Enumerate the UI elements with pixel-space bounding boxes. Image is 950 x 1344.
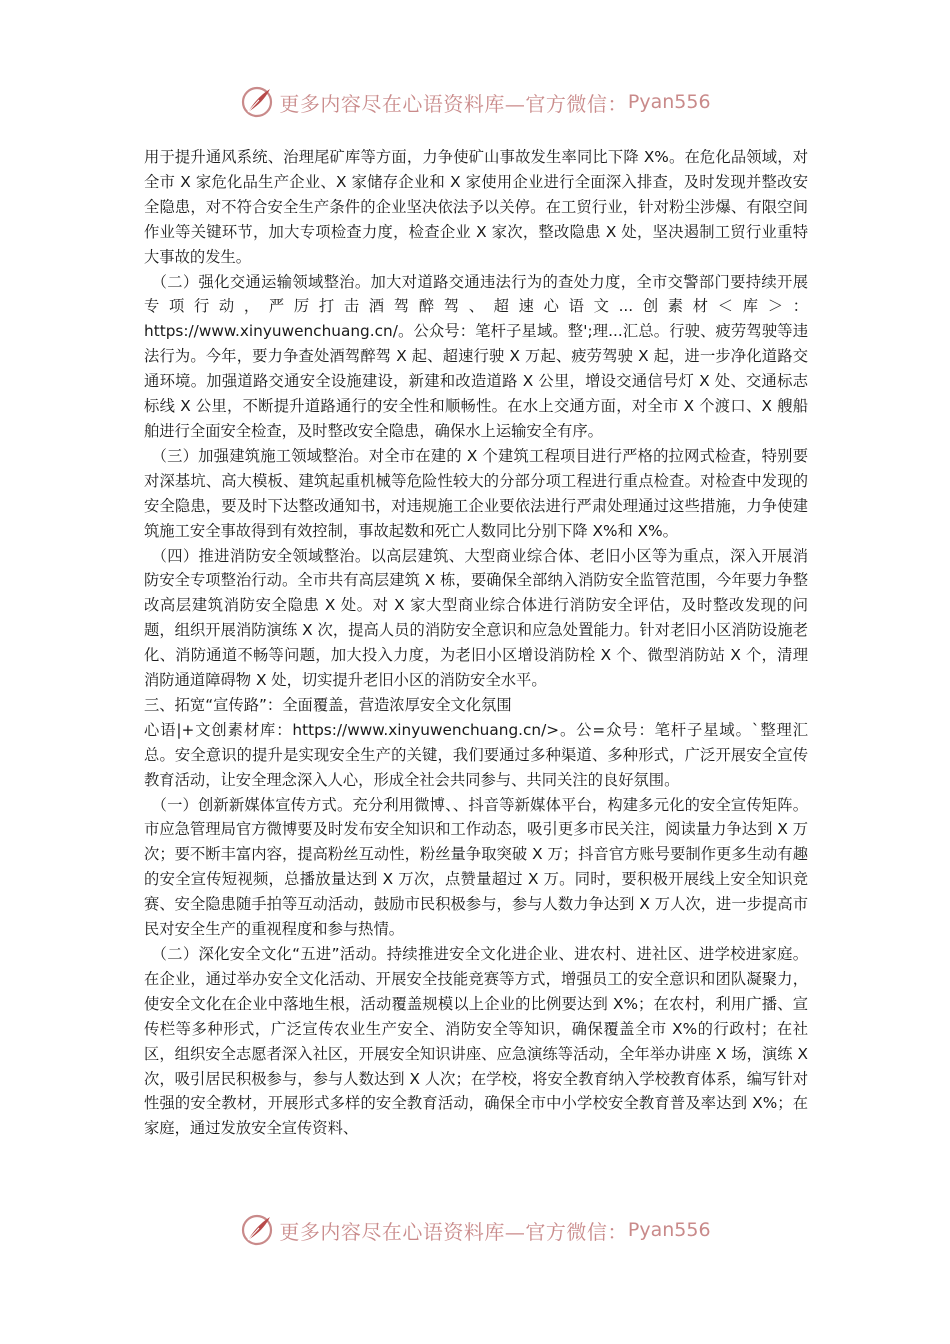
feather-pen-icon [239, 84, 275, 120]
paragraph: （三）加强建筑施工领域整治。对全市在建的 X 个建筑工程项目进行严格的拉网式检查，特别要对深基坑、高大模板、建筑起重机械等危险性较大的分部分项工程进行重点检查。对检查中发现的安全隐患，要及时下达整改通知书，对违规施工企业要依法进行严肃处理通过这些措施，力争使建筑施工安全事故得到有效控制，事故起数和死亡人数同比分别下降 X%和 X%。 [144, 446, 808, 540]
section-heading: 三、拓宽“宣传路”：全面覆盖，营造浓厚安全文化氛围 [144, 695, 512, 714]
paragraph: 心语|+文创素材库：https://www.xinyuwenchuang.cn/>。公=众号：笔杆子星域。`整理汇总。安全意识的提升是实现安全生产的关键，我们要通过多种渠道、多种形式，广泛开展安全宣传教育活动，让安全理念深入人心，形成全社会共同参与、共同关注的良好氛围。 [144, 720, 808, 789]
watermark-handle: Pyan556 [627, 1219, 711, 1241]
watermark-banner-top [0, 80, 950, 124]
paragraph: （二）深化安全文化“五进”活动。持续推进安全文化进企业、进农村、进社区、进学校进家庭。在企业，通过举办安全文化活动、开展安全技能竞赛等方式，增强员工的安全意识和团队凝聚力，使安全文化在企业中落地生根，活动覆盖规模以上企业的比例要达到 X%；在农村，利用广播、宣传栏等多种形式，广泛宣传农业生产安全、消防安全等知识，确保覆盖全市 X%的行政村；在社区，组织安全志愿者深入社区，开展安全知识讲座、应急演练等活动，全年举办讲座 X 场，演练 X 次，吸引居民积极参与，参与人数达到 X 人次；在学校，将安全教育纳入学校教育体系，编写针对性强的安全教材，开展形式多样的安全教育活动，确保全市中小学校安全教育普及率达到 X%；在家庭，通过发放安全宣传资料、 [144, 945, 808, 1138]
paragraph: 用于提升通风系统、治理尾矿库等方面，力争使矿山事故发生率同比下降 X%。在危化品领域，对全市 X 家危化品生产企业、X 家储存企业和 X 家使用企业进行全面深入排查，及时发现并整改安全隐患，对不符合安全生产条件的企业坚决依法予以关停。在工贸行业，针对粉尘涉爆、有限空间作业等关键环节，加大专项检查力度，检查企业 X 家次，整改隐患 X 处，坚决遏制工贸行业重特大事故的发生。 [144, 148, 808, 266]
watermark-text: 更多内容尽在心语资料库—官方微信： [279, 91, 628, 116]
paragraph: （一）创新新媒体宣传方式。充分利用微博、、抖音等新媒体平台，构建多元化的安全宣传矩阵。市应急管理局官方微博要及时发布安全知识和工作动态，吸引更多市民关注，阅读量力争达到 X 万次；要不断丰富内容，提高粉丝互动性，粉丝量争取突破 X 万；抖音官方账号要制作更多生动有趣的安全宣传短视频，总播放量达到 X 万次，点赞量超过 X 万。同时，要积极开展线上安全知识竞赛、安全隐患随手拍等互动活动，鼓励市民积极参与，参与人数力争达到 X 万人次，进一步提高市民对安全生产的重视程度和参与热情。 [144, 795, 808, 939]
document-body [144, 145, 808, 1141]
watermark-handle: Pyan556 [627, 91, 711, 113]
feather-pen-icon [239, 1212, 275, 1248]
watermark-banner-bottom [0, 1208, 950, 1252]
paragraph: （四）推进消防安全领域整治。以高层建筑、大型商业综合体、老旧小区等为重点，深入开展消防安全专项整治行动。全市共有高层建筑 X 栋，要确保全部纳入消防安全监管范围，今年要力争整改高层建筑消防安全隐患 X 处。对 X 家大型商业综合体进行消防安全评估，及时整改发现的问题，组织开展消防演练 X 次，提高人员的消防安全意识和应急处置能力。针对老旧小区消防设施老化、消防通道不畅等问题，加大投入力度，为老旧小区增设消防栓 X 个、微型消防站 X 个，清理消防通道障碍物 X 处，切实提升老旧小区的消防安全水平。 [144, 546, 808, 690]
paragraph: （二）强化交通运输领域整治。加大对道路交通违法行为的查处力度，全市交警部门要持续开展专项行动，严厉打击酒驾醉驾、超速心语文...创素材＜库＞：https://www.xinyuwenchuang.cn/。公众号：笔杆子星域。整';理...汇总。行驶、疲劳驾驶等违法行为。今年，要力争查处酒驾醉驾 X 起、超速行驶 X 万起、疲劳驾驶 X 起，进一步净化道路交通环境。加强道路交通安全设施建设，新建和改造道路 X 公里，增设交通信号灯 X 处、交通标志标线 X 公里，不断提升道路通行的安全性和顺畅性。在水上交通方面，对全市 X 个渡口、X 艘船舶进行全面安全检查，及时整改安全隐患，确保水上运输安全有序。 [144, 272, 808, 440]
watermark-text: 更多内容尽在心语资料库—官方微信： [279, 1219, 628, 1244]
